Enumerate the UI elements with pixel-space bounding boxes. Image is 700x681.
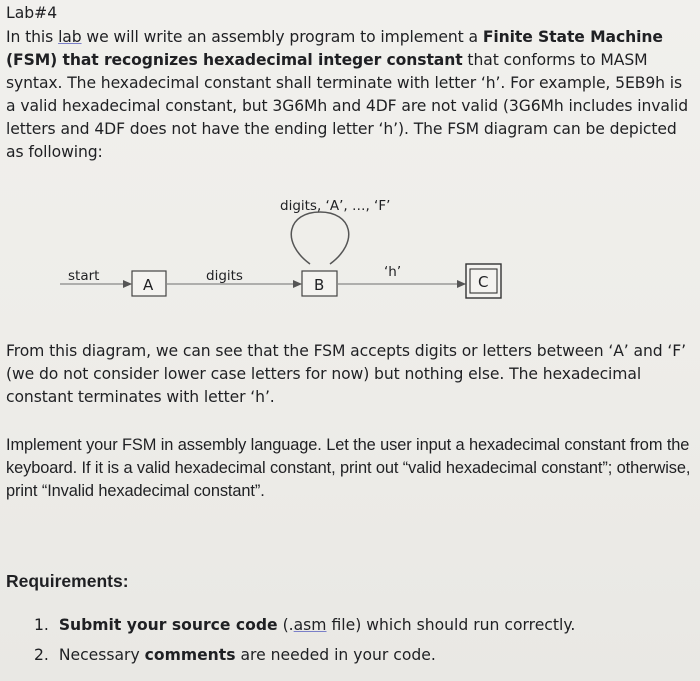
task-text-2: If it is a valid hexadecimal constant, print out “valid hexadecimal constant”; otherwise, print “Invalid hexadecimal constant”. [6, 459, 691, 500]
edge-bc-label: ‘h’ [384, 264, 402, 280]
edge-ab-label: digits [206, 268, 243, 284]
intro-paragraph [6, 26, 692, 164]
state-a-label: A [143, 276, 154, 294]
intro-text-3: we will write an assembly program to implement a [81, 28, 483, 46]
fsm-diagram [0, 180, 700, 320]
explanation-paragraph: From this diagram, we can see that the FSM accepts digits or letters between ‘A’ and ‘F’ (we do not consider lower case letters for now) but nothing else. The hexadecimal constant terminates with letter ‘h’. [6, 342, 686, 406]
requirement-1-text-b: file) which should run correctly. [326, 616, 576, 634]
intro-fsm-bold: Finite State Machine (FSM) that recognizes hexadecimal integer constant [6, 28, 663, 69]
state-b-label: B [314, 276, 325, 294]
requirement-2-text-c: are needed in your code. [235, 646, 436, 664]
requirement-2-number: 2. [34, 646, 49, 664]
loop-arrow [291, 212, 348, 264]
requirement-1-text-a: (. [277, 616, 294, 634]
intro-lab-word: lab [58, 28, 82, 46]
intro-text-1: In this [6, 28, 59, 46]
requirement-1-bold: Submit your source code [58, 616, 278, 634]
requirement-2-text-a: Necessary [58, 646, 145, 664]
requirement-item-2 [34, 640, 575, 670]
task-paragraph [6, 434, 692, 503]
start-label: start [68, 268, 100, 284]
requirement-1-asm: asm [293, 616, 327, 634]
requirement-item-1 [34, 610, 575, 640]
state-c-label: C [478, 273, 489, 291]
loop-label: digits, ‘A’, …, ‘F’ [280, 198, 391, 214]
intro-text-5: that conforms to MASM syntax. The hexadecimal constant shall terminate with letter ‘h’. For example, 5EB9h is a valid hexadecimal constant, but 3G6Mh and 4DF are not valid (3G6Mh includes invalid letters and 4DF does not have the ending letter ‘h’). The FSM diagram can be depicted as following: [6, 51, 689, 161]
requirement-1-number: 1. [34, 616, 49, 634]
lab-title: Lab#4 [6, 4, 58, 22]
requirements-heading: Requirements: [6, 571, 129, 591]
requirements-list [34, 610, 575, 670]
task-text-1: Implement your FSM in assembly language. Let the user input a hexadecimal constant from the keyboard. [6, 436, 690, 477]
requirement-2-bold: comments [144, 646, 236, 664]
